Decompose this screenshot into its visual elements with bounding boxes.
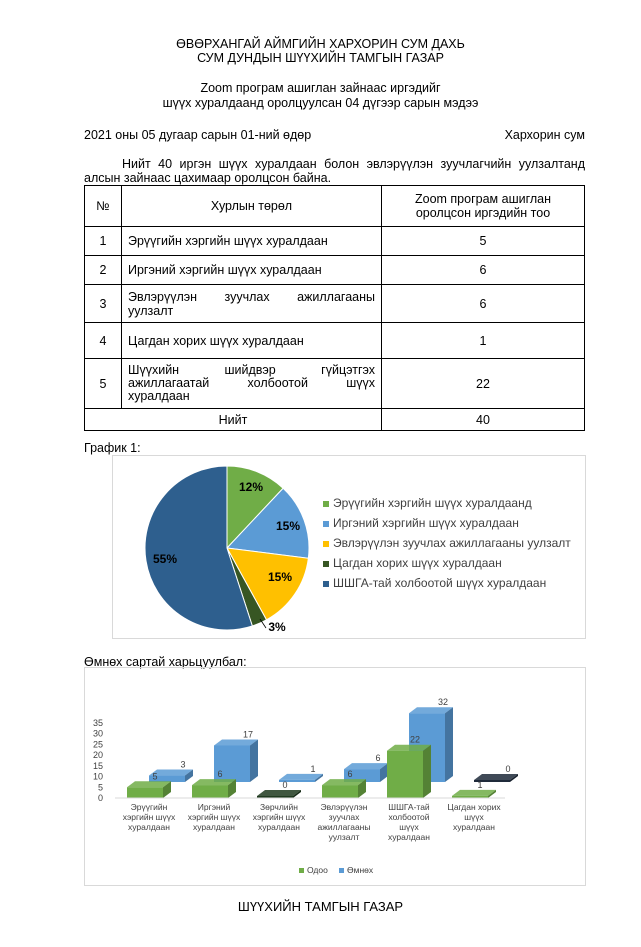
x-category-label: хэргийн шүүх — [122, 812, 176, 822]
bar-value-label: 6 — [217, 769, 223, 780]
row-type-line-1: Эвлэрүүлэн зуучлах ажиллагааны — [128, 289, 375, 304]
header-number: № — [85, 186, 122, 227]
bar-value-label: 0 — [282, 780, 288, 790]
y-tick-label: 30 — [92, 728, 103, 739]
bar — [322, 785, 358, 798]
bar-value-label: 5 — [152, 771, 158, 782]
bar-value-label: 6 — [347, 769, 353, 780]
x-category-label: хэргийн шүүх — [252, 812, 306, 822]
bar-side — [423, 745, 431, 798]
legend-label: Эвлэрүүлэн зуучлах ажиллагааны уулзалт — [333, 536, 571, 550]
table-total-row — [85, 409, 585, 431]
bar-value-label: 32 — [437, 697, 449, 708]
bar-chart — [85, 668, 585, 885]
legend-swatch — [299, 868, 304, 873]
bar-value-label: 3 — [180, 759, 186, 770]
legend-label: Өмнөх — [347, 865, 374, 875]
legend-swatch — [339, 868, 344, 873]
bar-value-label: 1 — [477, 779, 483, 790]
bar-value-label: 22 — [409, 734, 421, 745]
total-value: 40 — [382, 409, 585, 431]
row-number: 4 — [85, 323, 122, 359]
legend-label: Иргэний хэргийн шүүх хуралдаан — [333, 516, 519, 530]
x-category-label: Зөрчлийн — [260, 802, 298, 812]
legend-swatch — [323, 561, 329, 567]
x-category-label: зуучлах — [328, 812, 360, 822]
pie-data-label: 15% — [275, 519, 301, 533]
row-type-line-1: Шүүхийн шийдвэр гүйцэтгэх — [128, 363, 375, 377]
row-type — [122, 285, 382, 323]
legend-swatch — [323, 581, 329, 587]
x-category-label: Иргэний — [197, 802, 231, 812]
x-category-label: хуралдаан — [453, 822, 495, 832]
legend-swatch — [323, 541, 329, 547]
row-number: 2 — [85, 256, 122, 285]
bar — [127, 787, 163, 798]
row-count: 22 — [382, 359, 585, 409]
pie-data-label: 3% — [268, 620, 286, 634]
chart2-caption: Өмнөх сартай харьцуулбал: — [84, 655, 247, 669]
row-type: Иргэний хэргийн шүүх хуралдаан — [122, 256, 382, 285]
row-type-line-3: хуралдаан — [128, 389, 190, 403]
y-tick-label: 25 — [92, 739, 103, 750]
x-category-label: хэргийн шүүх — [187, 812, 241, 822]
legend-label: Цагдан хорих шүүх хуралдаан — [333, 556, 502, 570]
bar-value-label: 1 — [310, 763, 316, 774]
row-number: 5 — [85, 359, 122, 409]
y-tick-label: 35 — [92, 717, 103, 728]
x-category-label: ажиллагааны — [317, 822, 371, 832]
table-row — [85, 323, 585, 359]
y-tick-label: 5 — [97, 782, 103, 793]
header-type: Хурлын төрөл — [122, 186, 382, 227]
table-row — [85, 256, 585, 285]
pie-chart — [113, 456, 585, 638]
table-header-row — [85, 186, 585, 227]
header-line-1: ӨВӨРХАНГАЙ АЙМГИЙН ХАРХОРИН СУМ ДАХЬ — [176, 37, 465, 51]
x-category-label: холбоотой — [388, 812, 430, 822]
bar-chart-frame — [84, 667, 586, 886]
row-count: 5 — [382, 227, 585, 256]
bar — [192, 785, 228, 798]
legend-label: Одоо — [307, 865, 328, 875]
chart1-caption: График 1: — [84, 441, 141, 455]
row-type-line-2: уулзалт — [128, 303, 174, 318]
x-category-label: Эвлэрүүлэн — [320, 802, 368, 812]
total-label: Нийт — [85, 409, 382, 431]
x-category-label: ШШГА-тай — [388, 802, 430, 812]
x-category-label: хуралдаан — [258, 822, 300, 832]
y-tick-label: 10 — [92, 771, 103, 782]
bar-value-label: 0 — [505, 764, 511, 774]
y-tick-label: 20 — [92, 750, 103, 760]
bar-side — [250, 739, 258, 782]
table-row — [85, 285, 585, 323]
y-tick-label: 0 — [97, 793, 103, 803]
header-count-line-1: Zoom програм ашиглан — [414, 192, 552, 206]
row-count: 1 — [382, 323, 585, 359]
row-type: Цагдан хорих шүүх хуралдаан — [122, 323, 382, 359]
header-line-2: СУМ ДУНДЫН ШҮҮХИЙН ТАМГЫН ГАЗАР — [197, 51, 444, 65]
x-category-label: хуралдаан — [193, 822, 235, 832]
pie-data-label: 55% — [152, 552, 178, 566]
date-line: 2021 оны 05 дугаар сарын 01-ний өдөр — [84, 128, 312, 142]
row-type-line-2: ажиллагаатай холбоотой шүүх — [128, 376, 375, 390]
row-type: Эрүүгийн хэргийн шүүх хуралдаан — [122, 227, 382, 256]
summary-table — [84, 185, 585, 431]
x-category-label: Цагдан хорих — [447, 802, 501, 812]
y-tick-label: 15 — [92, 760, 103, 771]
bar-side — [445, 707, 453, 782]
row-type — [122, 359, 382, 409]
row-count: 6 — [382, 285, 585, 323]
row-count: 6 — [382, 256, 585, 285]
row-number: 1 — [85, 227, 122, 256]
bar-value-label: 6 — [375, 753, 381, 764]
x-category-label: хуралдаан — [388, 832, 430, 842]
legend-swatch — [323, 521, 329, 527]
intro-line-1: Нийт 40 иргэн шүүх хуралдаан болон эвлэрүүлэн зуучлагчийн уулзалтанд — [122, 157, 585, 171]
header-count — [382, 186, 585, 227]
legend-label: ШШГА-тай холбоотой шүүх хуралдаан — [333, 576, 547, 590]
pie-chart-frame — [112, 455, 586, 639]
x-category-label: хуралдаан — [128, 822, 170, 832]
bar — [387, 751, 423, 798]
header-line-4: шүүх хуралдаанд оролцуулсан 04 дүгээр сарын мэдээ — [162, 96, 479, 110]
legend-swatch — [323, 501, 329, 507]
bar-value-label: 17 — [242, 729, 254, 740]
row-number: 3 — [85, 285, 122, 323]
x-category-label: шүүх — [399, 822, 419, 832]
table-row — [85, 359, 585, 409]
table-row — [85, 227, 585, 256]
header-count-line-2: оролцсон иргэдийн тоо — [415, 206, 551, 220]
place-name: Хархорин сум — [504, 128, 585, 142]
pie-data-label: 15% — [267, 570, 293, 584]
x-category-label: уулзалт — [328, 832, 360, 842]
header-line-3: Zoom програм ашиглан зайнаас иргэдийг — [200, 81, 441, 95]
intro-line-2: алсын зайнаас цахимаар оролцсон байна. — [84, 171, 332, 185]
legend-label: Эрүүгийн хэргийн шүүх хуралдаанд — [333, 496, 532, 510]
x-category-label: шүүх — [464, 812, 484, 822]
footer-signature: ШҮҮХИЙН ТАМГЫН ГАЗАР — [237, 899, 404, 914]
pie-data-label: 12% — [238, 480, 264, 494]
x-category-label: Эрүүгийн — [130, 802, 168, 812]
